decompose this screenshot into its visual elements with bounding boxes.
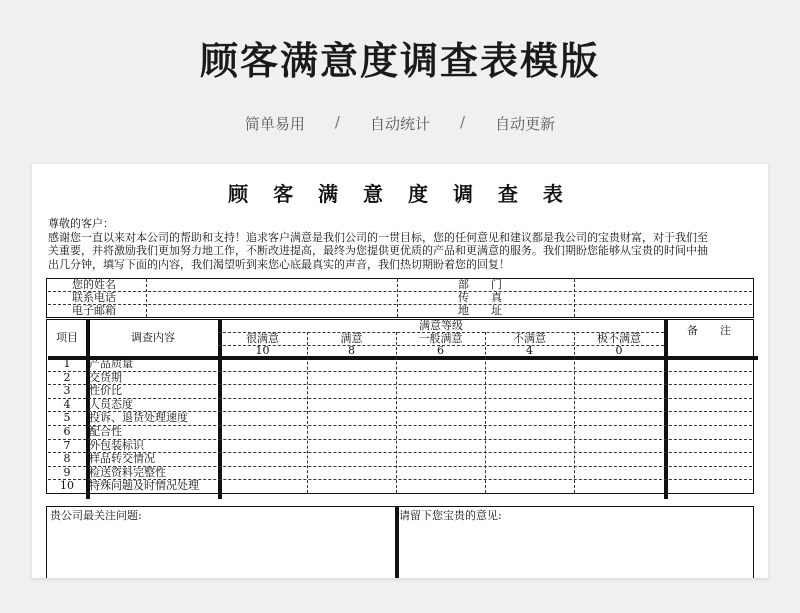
row-number: 2	[63, 370, 71, 384]
level-header: 满意	[340, 332, 363, 345]
row-label: 性价比	[89, 384, 122, 398]
row-label: 投诉、退货处理速度	[89, 411, 188, 425]
tagline	[0, 113, 800, 134]
row-label: 产品质量	[89, 357, 133, 370]
email-field[interactable]	[148, 305, 396, 317]
email-label: 电子邮箱	[72, 304, 116, 317]
table-row[interactable]	[48, 384, 752, 398]
tagline-item: 简单易用	[244, 115, 305, 133]
col-remark-header: 备 注	[687, 324, 731, 337]
opinion-label: 请留下您宝贵的意见:	[399, 509, 502, 522]
row-label: 外包装标识	[89, 438, 144, 452]
table-row[interactable]	[48, 371, 752, 385]
banner-title: 顾客满意度调查表模版	[199, 39, 600, 83]
tagline-item: 自动统计	[369, 115, 430, 133]
row-number: 8	[63, 452, 71, 466]
row-label: 交货期	[89, 370, 122, 384]
dept-field[interactable]	[576, 279, 752, 291]
row-number: 10	[60, 479, 74, 493]
tagline-separator: /	[460, 113, 466, 131]
table-row[interactable]	[48, 411, 752, 425]
table-row[interactable]	[48, 479, 752, 493]
row-number: 5	[63, 411, 71, 425]
row-label: 特殊问题及时情况处理	[89, 479, 199, 493]
address-field[interactable]	[576, 305, 752, 317]
col-level-header: 满意等级	[419, 319, 463, 332]
name-label: 您的姓名	[72, 278, 116, 291]
row-label: 人员态度	[89, 397, 133, 411]
concern-label: 贵公司最关注问题:	[50, 509, 142, 522]
level-score: 8	[348, 344, 355, 357]
level-score: 6	[437, 344, 444, 357]
level-score: 4	[526, 344, 533, 357]
name-field[interactable]	[148, 279, 396, 291]
level-header: 极不满意	[597, 332, 641, 345]
level-header: 一般满意	[418, 332, 463, 345]
phone-label: 联系电话	[72, 291, 116, 304]
tagline-separator: /	[334, 113, 340, 131]
level-header: 不满意	[513, 332, 546, 345]
row-label: 样品转交情况	[89, 452, 155, 466]
col-item-header: 项目	[56, 331, 78, 344]
row-number: 3	[63, 384, 71, 398]
fax-field[interactable]	[576, 292, 752, 304]
intro-line: 关重要，并将激励我们更加努力地工作，不断改进提高，最终为您提供更优质的产品和更满意的服务。我们期盼您能够从宝贵的时间中抽	[48, 244, 708, 257]
table-row[interactable]	[48, 439, 752, 453]
survey-sheet	[32, 164, 768, 578]
phone-field[interactable]	[148, 292, 396, 304]
table-row[interactable]	[48, 398, 752, 412]
row-number: 7	[63, 438, 71, 452]
table-row[interactable]	[48, 452, 752, 466]
tagline-item: 自动更新	[495, 115, 556, 133]
fax-label: 传 真	[458, 291, 502, 304]
row-label: 检送资料完整性	[89, 465, 166, 479]
table-row[interactable]	[48, 466, 752, 480]
address-label: 地 址	[458, 304, 502, 317]
level-score: 10	[255, 344, 270, 357]
intro-line: 出几分钟，填写下面的内容，我们渴望听到来您心底最真实的声音，我们热切期盼着您的回复！	[48, 257, 510, 271]
row-label: 配合性	[89, 425, 122, 438]
row-number: 4	[63, 397, 71, 411]
level-header: 很满意	[246, 332, 279, 345]
col-content-header: 调查内容	[131, 331, 175, 344]
row-number: 9	[63, 465, 71, 479]
intro-text	[48, 217, 754, 271]
level-score: 0	[615, 344, 623, 357]
intro-line: 感谢您一直以来对本公司的帮助和支持！追求客户满意是我们公司的一贯目标，您的任何意见和建议都是我公司的宝贵财富，对于我们至	[48, 230, 708, 244]
form-title: 顾 客 满 意 度 调 查 表	[228, 182, 572, 206]
greeting: 尊敬的客户：	[48, 217, 114, 230]
row-number: 6	[63, 425, 71, 438]
table-row[interactable]	[48, 425, 752, 439]
dept-label: 部 门	[458, 278, 502, 291]
row-number: 1	[63, 357, 71, 370]
table-row[interactable]	[48, 357, 752, 371]
